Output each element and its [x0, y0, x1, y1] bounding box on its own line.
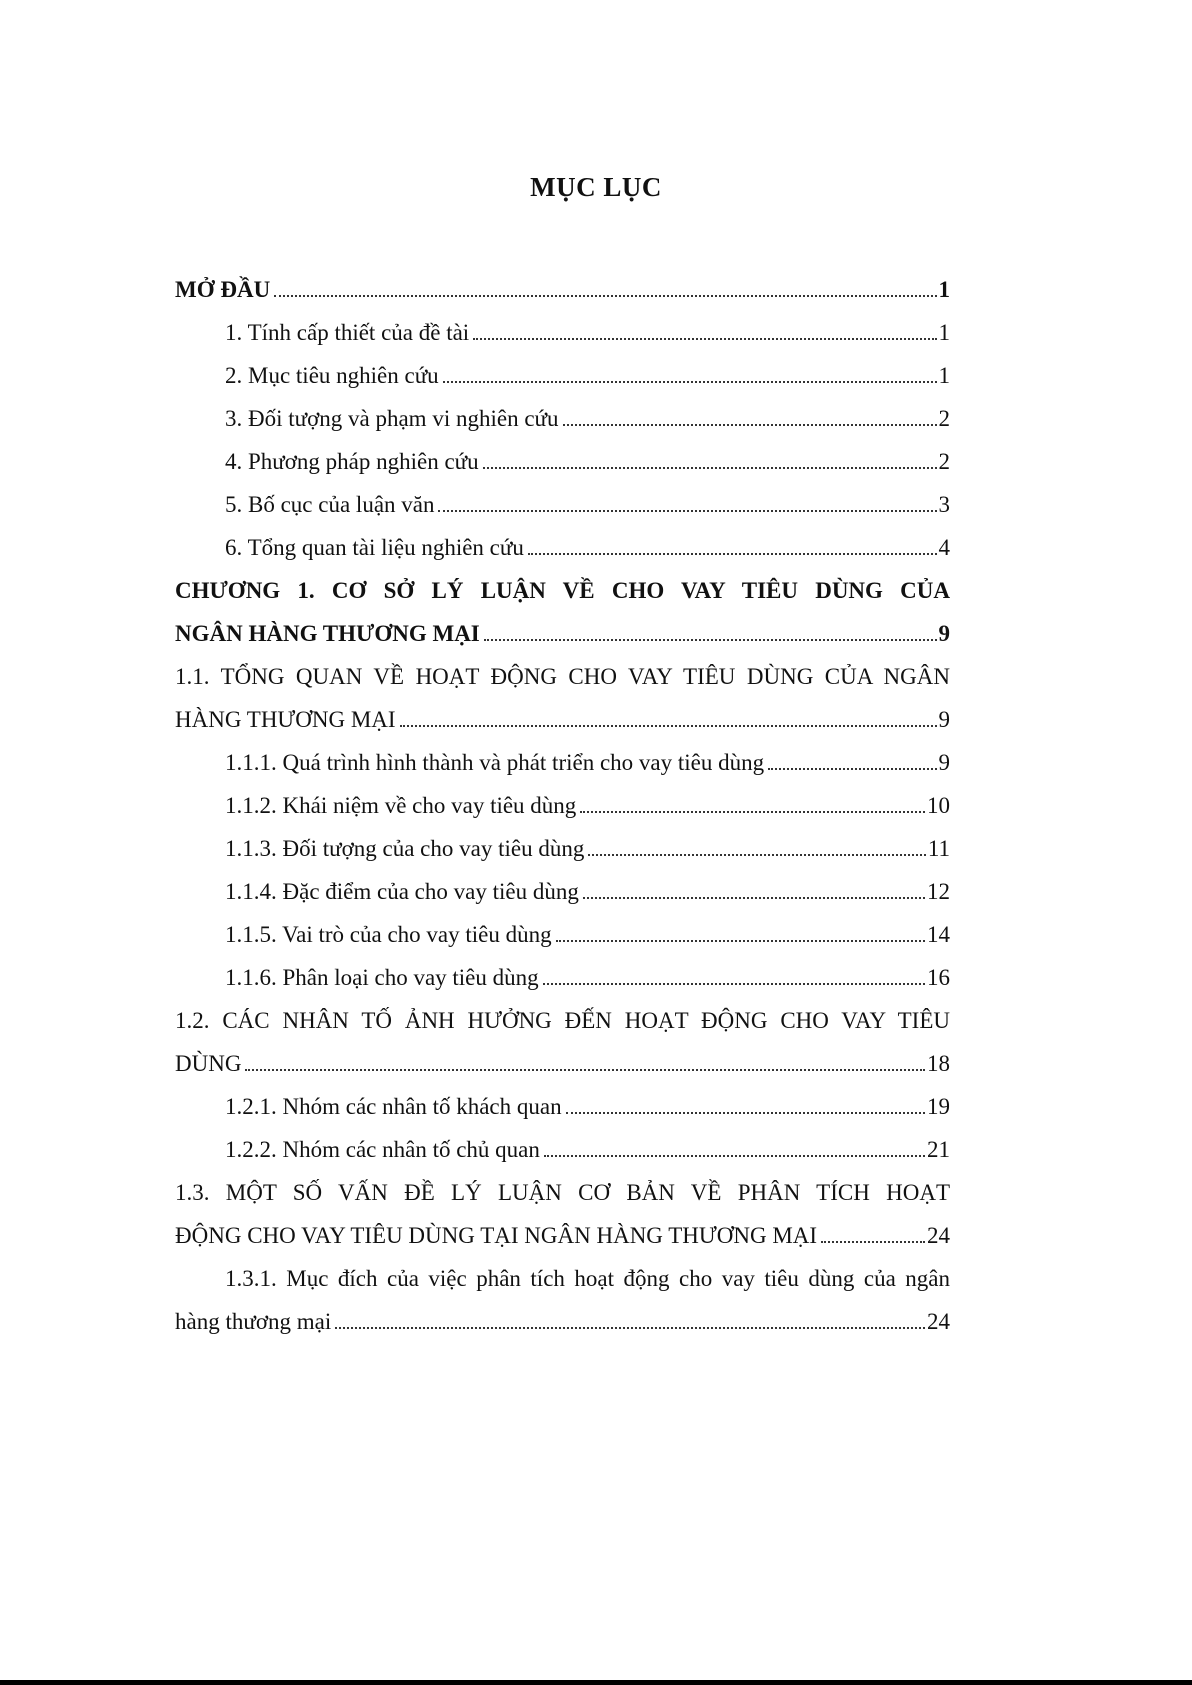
toc-entry-1-3-line-1: 1.3. MỘT SỐ VẤN ĐỀ LÝ LUẬN CƠ BẢN VỀ PHÂN TÍCH HOẠT: [175, 1180, 950, 1205]
toc-entry-page: 16: [927, 965, 950, 990]
toc-entry-1-1-line-1: 1.1. TỔNG QUAN VỀ HOẠT ĐỘNG CHO VAY TIÊU DÙNG CỦA NGÂN: [175, 664, 950, 689]
toc-entry-text: 2. Mục tiêu nghiên cứu: [225, 363, 439, 388]
page-title: MỤC LỤC: [530, 172, 662, 202]
toc-entry-text: DÙNG: [175, 1051, 242, 1076]
toc-leader-dots: [583, 897, 925, 899]
toc-entry-1-2-line-1: 1.2. CÁC NHÂN TỐ ẢNH HƯỞNG ĐẾN HOẠT ĐỘNG CHO VAY TIÊU: [175, 1008, 950, 1033]
toc-entry-mo-dau: [175, 261, 950, 304]
toc-entry-1-1-line-2: [175, 691, 950, 734]
toc-leader-dots: [443, 381, 937, 383]
toc-entry-2: [175, 347, 950, 390]
toc-leader-dots: [400, 725, 937, 727]
toc-entry-chuong-1-line-1: CHƯƠNG 1. CƠ SỞ LÝ LUẬN VỀ CHO VAY TIÊU DÙNG CỦA: [175, 578, 950, 603]
toc-entry-text: 1.1.4. Đặc điểm của cho vay tiêu dùng: [225, 879, 579, 904]
toc-entry-text: 3. Đối tượng và phạm vi nghiên cứu: [225, 406, 559, 431]
toc-leader-dots: [543, 983, 925, 985]
toc-entry-1-1-5: [175, 906, 950, 949]
toc-leader-dots: [274, 295, 936, 297]
toc-entry-page: 12: [927, 879, 950, 904]
toc-entry-1: [175, 304, 950, 347]
toc-leader-dots: [528, 553, 937, 555]
toc-entry-text: 1.1.2. Khái niệm về cho vay tiêu dùng: [225, 793, 577, 818]
toc-entry-chuong-1-line-2: [175, 605, 950, 648]
toc-entry-text: MỞ ĐẦU: [175, 277, 271, 302]
toc-leader-dots: [821, 1241, 925, 1243]
toc-entry-3: [175, 390, 950, 433]
toc-entry-text: 4. Phương pháp nghiên cứu: [225, 449, 479, 474]
toc-entry-page: 1: [938, 320, 950, 345]
toc-entry-page: 10: [927, 793, 950, 818]
toc-entry-1-3-1-line-2: [175, 1293, 950, 1336]
toc-entry-1-3-line-2: [175, 1207, 950, 1250]
toc-entry-page: 9: [938, 750, 950, 775]
toc-entry-page: 24: [927, 1309, 950, 1334]
toc-entry-1-2-line-2: [175, 1035, 950, 1078]
toc-entry-1-1-4: [175, 863, 950, 906]
toc-entry-page: 14: [927, 922, 950, 947]
toc-leader-dots: [335, 1327, 925, 1329]
toc-entry-page: 9: [938, 707, 950, 732]
toc-leader-dots: [580, 811, 925, 813]
toc-entry-1-2-2: [175, 1121, 950, 1164]
toc-entry-1-1-2: [175, 777, 950, 820]
toc-entry-page: 9: [938, 621, 950, 646]
table-of-contents: [175, 261, 950, 1336]
toc-leader-dots: [245, 1069, 925, 1071]
toc-entry-text: 1.2.1. Nhóm các nhân tố khách quan: [225, 1094, 562, 1119]
toc-entry-page: 21: [927, 1137, 950, 1162]
toc-entry-1-2-1: [175, 1078, 950, 1121]
toc-entry-page: 3: [938, 492, 950, 517]
toc-entry-1-3-1-line-1: 1.3.1. Mục đích của việc phân tích hoạt động cho vay tiêu dùng của ngân: [225, 1266, 950, 1291]
toc-entry-page: 18: [927, 1051, 950, 1076]
toc-entry-page: 24: [927, 1223, 950, 1248]
toc-entry-text: 5. Bố cục của luận văn: [225, 492, 435, 517]
toc-leader-dots: [588, 854, 926, 856]
toc-entry-page: 19: [927, 1094, 950, 1119]
toc-entry-6: [175, 519, 950, 562]
bottom-border: [0, 1680, 1192, 1685]
toc-entry-text: NGÂN HÀNG THƯƠNG MẠI: [175, 621, 480, 646]
toc-entry-1-1-1: [175, 734, 950, 777]
toc-entry-text: 1.1.5. Vai trò của cho vay tiêu dùng: [225, 922, 552, 947]
toc-leader-dots: [483, 467, 937, 469]
toc-entry-1-1-3: [175, 820, 950, 863]
toc-leader-dots: [556, 940, 925, 942]
toc-entry-text: 1.1.1. Quá trình hình thành và phát triển cho vay tiêu dùng: [225, 750, 765, 775]
toc-entry-page: 1: [938, 277, 950, 302]
toc-entry-text: HÀNG THƯƠNG MẠI: [175, 707, 396, 732]
toc-leader-dots: [563, 424, 937, 426]
toc-leader-dots: [768, 768, 936, 770]
toc-entry-1-1-6: [175, 949, 950, 992]
toc-leader-dots: [473, 338, 936, 340]
toc-entry-text: 6. Tổng quan tài liệu nghiên cứu: [225, 535, 524, 560]
toc-entry-text: 1. Tính cấp thiết của đề tài: [225, 320, 470, 345]
toc-entry-5: [175, 476, 950, 519]
toc-leader-dots: [544, 1155, 925, 1157]
toc-leader-dots: [566, 1112, 925, 1114]
toc-entry-page: 4: [938, 535, 950, 560]
toc-leader-dots: [484, 639, 937, 641]
toc-entry-text: hàng thương mại: [175, 1309, 332, 1334]
toc-entry-text: 1.1.6. Phân loại cho vay tiêu dùng: [225, 965, 539, 990]
toc-leader-dots: [438, 510, 936, 512]
toc-entry-page: 2: [938, 406, 950, 431]
toc-entry-text: ĐỘNG CHO VAY TIÊU DÙNG TẠI NGÂN HÀNG THƯƠNG MẠI: [175, 1223, 818, 1248]
toc-entry-4: [175, 433, 950, 476]
toc-entry-page: 1: [938, 363, 950, 388]
toc-entry-text: 1.1.3. Đối tượng của cho vay tiêu dùng: [225, 836, 585, 861]
toc-entry-page: 11: [927, 836, 950, 861]
toc-entry-page: 2: [938, 449, 950, 474]
toc-entry-text: 1.2.2. Nhóm các nhân tố chủ quan: [225, 1137, 540, 1162]
